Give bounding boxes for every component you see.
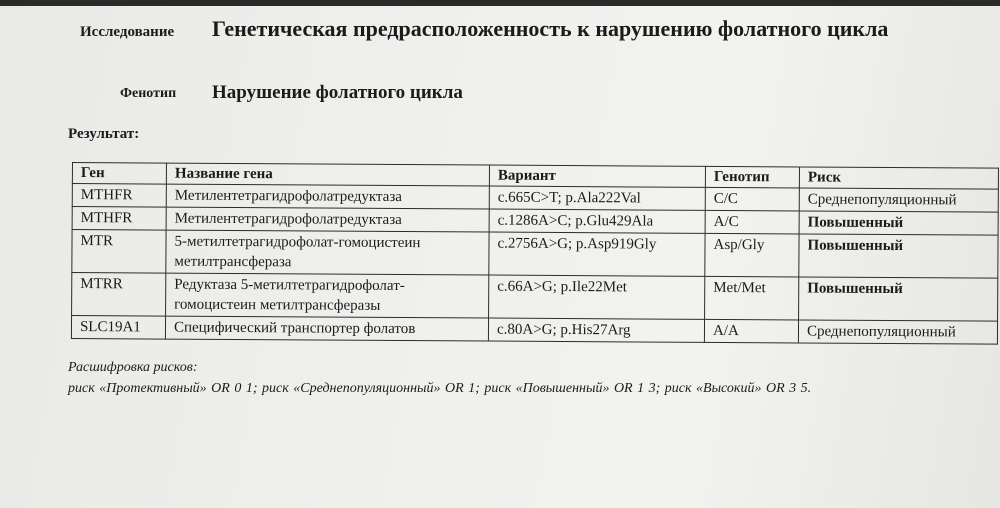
column-header-gene-name: Название гена [166, 163, 489, 186]
variant-cell: c.1286A>C; p.Glu429Ala [489, 209, 705, 233]
variant-cell: c.80A>G; p.His27Arg [488, 318, 704, 342]
variant-cell: c.66A>G; p.Ile22Met [489, 275, 705, 319]
genotype-cell: A/A [704, 319, 798, 343]
risk-cell: Повышенный [799, 277, 998, 321]
table-row [72, 273, 998, 322]
gene-cell: MTHFR [72, 207, 166, 231]
genotype-cell: C/C [705, 187, 799, 211]
gene-cell: SLC19A1 [71, 316, 165, 340]
phenotype-title: Нарушение фолатного цикла [212, 82, 463, 103]
gene-name-cell: Редуктаза 5-метилтетрагидрофолат-гомоцистеин метилтрансферазы [166, 273, 489, 318]
gene-cell: MTR [72, 230, 166, 274]
legend-text: риск «Протективный» OR 0 1; риск «Среднепопуляционный» OR 1; риск «Повышенный» OR 1 3; риск «Высокий» OR 3 5. [68, 381, 812, 396]
genotype-cell: A/C [705, 210, 799, 234]
results-table [71, 162, 999, 345]
gene-name-cell: Метилентетрагидрофолатредуктаза [166, 184, 489, 209]
risk-cell: Среднепопуляционный [798, 320, 997, 344]
legend-title: Расшифровка рисков: [68, 360, 198, 375]
gene-cell: MTRR [72, 273, 166, 317]
column-header-risk: Риск [799, 167, 998, 189]
risk-cell: Повышенный [799, 234, 998, 278]
gene-cell: MTHFR [72, 184, 166, 208]
gene-name-cell: 5-метилтетрагидрофолат-гомоцистеин метилтрансфераза [166, 230, 489, 275]
variant-cell: c.665C>T; p.Ala222Val [489, 186, 705, 210]
genotype-cell: Asp/Gly [705, 233, 799, 277]
phenotype-label: Фенотип [120, 86, 177, 101]
genotype-cell: Met/Met [705, 276, 799, 320]
risk-cell: Повышенный [799, 211, 998, 235]
column-header-gene: Ген [72, 163, 166, 185]
variant-cell: c.2756A>G; p.Asp919Gly [489, 232, 705, 276]
page-top-edge [0, 0, 1000, 6]
risk-cell: Среднепопуляционный [799, 188, 998, 212]
column-header-genotype: Генотип [705, 166, 799, 188]
study-title: Генетическая предрасположенность к нарушению фолатного цикла [212, 16, 889, 41]
gene-name-cell: Метилентетрагидрофолатредуктаза [166, 207, 489, 232]
study-label: Исследование [80, 24, 175, 40]
gene-name-cell: Специфический транспортер фолатов [165, 316, 488, 341]
column-header-variant: Вариант [489, 165, 705, 187]
table-row [72, 230, 998, 279]
result-label: Результат: [68, 126, 140, 142]
table-row [71, 316, 997, 345]
